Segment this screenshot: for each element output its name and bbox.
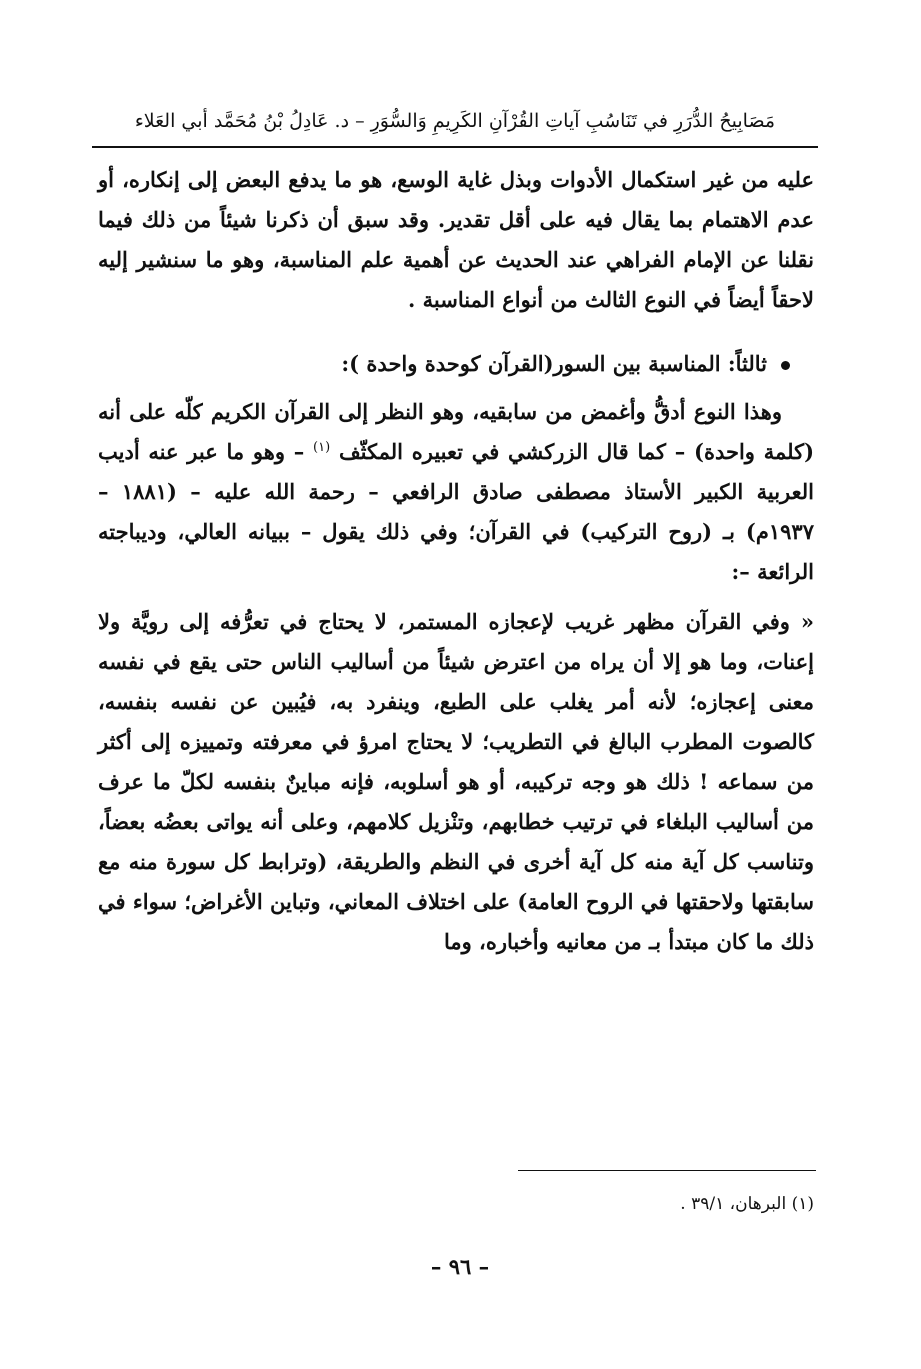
footnote-text: البرهان، ٣٩/١ . (680, 1194, 787, 1214)
running-header: مَصَابِيحُ الدُّرَرِ في تَنَاسُبِ آياتِ القُرْآنِ الكَرِيمِ وَالسُّوَرِ – د. عَادِلُ بْنُ مُحَمَّد أبي العَلاء (134, 110, 776, 132)
header-rule (92, 146, 818, 148)
footnote-number: (١) (791, 1194, 814, 1214)
main-text (98, 160, 814, 962)
section-heading (98, 344, 814, 384)
paragraph-2-part-1: وهذا النوع أدقُّ وأغمض من سابقيه، وهو النظر إلى القرآن الكريم كلّه على أنه (كلمة واحدة) – كما قال الزركشي في تعبيره المكثّف (98, 399, 814, 464)
page-number: – ٩٦ – (430, 1254, 490, 1279)
paragraph-1: عليه من غير استكمال الأدوات وبذل غاية الوسع، هو ما يدفع البعض إلى إنكاره، أو عدم الاهتمام بما يقال فيه على أقل تقدير. وقد سبق أن ذكرنا شيئاً من ذلك فيما نقلنا عن الإمام الفراهي عند الحديث عن أهمية علم المناسبة، وهو ما سنشير إليه لاحقاً أيضاً في النوع الثالث من أنواع المناسبة . (98, 167, 814, 312)
footnote-reference[interactable]: (١) (313, 440, 331, 455)
bullet-icon (781, 361, 790, 370)
paragraph-2-part-2: – وهو ما عبر عنه أديب العربية الكبير الأستاذ مصطفى صادق الرافعي – رحمة الله عليه – (١٨٨١ – ١٩٣٧م) بـ (روح التركيب) في القرآن؛ وفي ذلك يقول – ببيانه العالي، وديباجته الرائعة –: (98, 439, 814, 584)
footnote-rule (518, 1170, 816, 1171)
paragraph-2 (98, 392, 814, 592)
quote-paragraph: « وفي القرآن مظهر غريب لإعجازه المستمر، لا يحتاج في تعرُّفه إلى رويَّة ولا إعنات، وما هو إلا أن يراه من اعترض شيئاً من أساليب الناس حتى يقع في نفسه معنى إعجازه؛ لأنه أمر يغلب على الطبع، وينفرد به، فيُبين عن نفسه بنفسه، كالصوت المطرب البالغ في التطريب؛ لا يحتاج امرؤ في معرفته وتمييزه إلى أكثر من سماعه ! ذلك هو وجه تركيبه، أو هو أسلوبه، فإنه مباينٌ بنفسه لكلّ ما عرف من أساليب البلغاء في ترتيب خطابهم، وتنْزيل كلامهم، وعلى أنه يواتى بعضُه بعضاً، وتناسب كل آية منه كل آية أخرى في النظم والطريقة، (وترابط كل سورة منه مع سابقتها ولاحقتها في الروح العامة) على اختلاف المعاني، وتباين الأغراض؛ سواء في ذلك ما كان مبتدأ بـ من معانيه وأخباره، وما (98, 609, 814, 954)
footnote (98, 1190, 814, 1218)
section-heading-text: ثالثاً: المناسبة بين السور(القرآن كوحدة واحدة ): (341, 351, 767, 376)
